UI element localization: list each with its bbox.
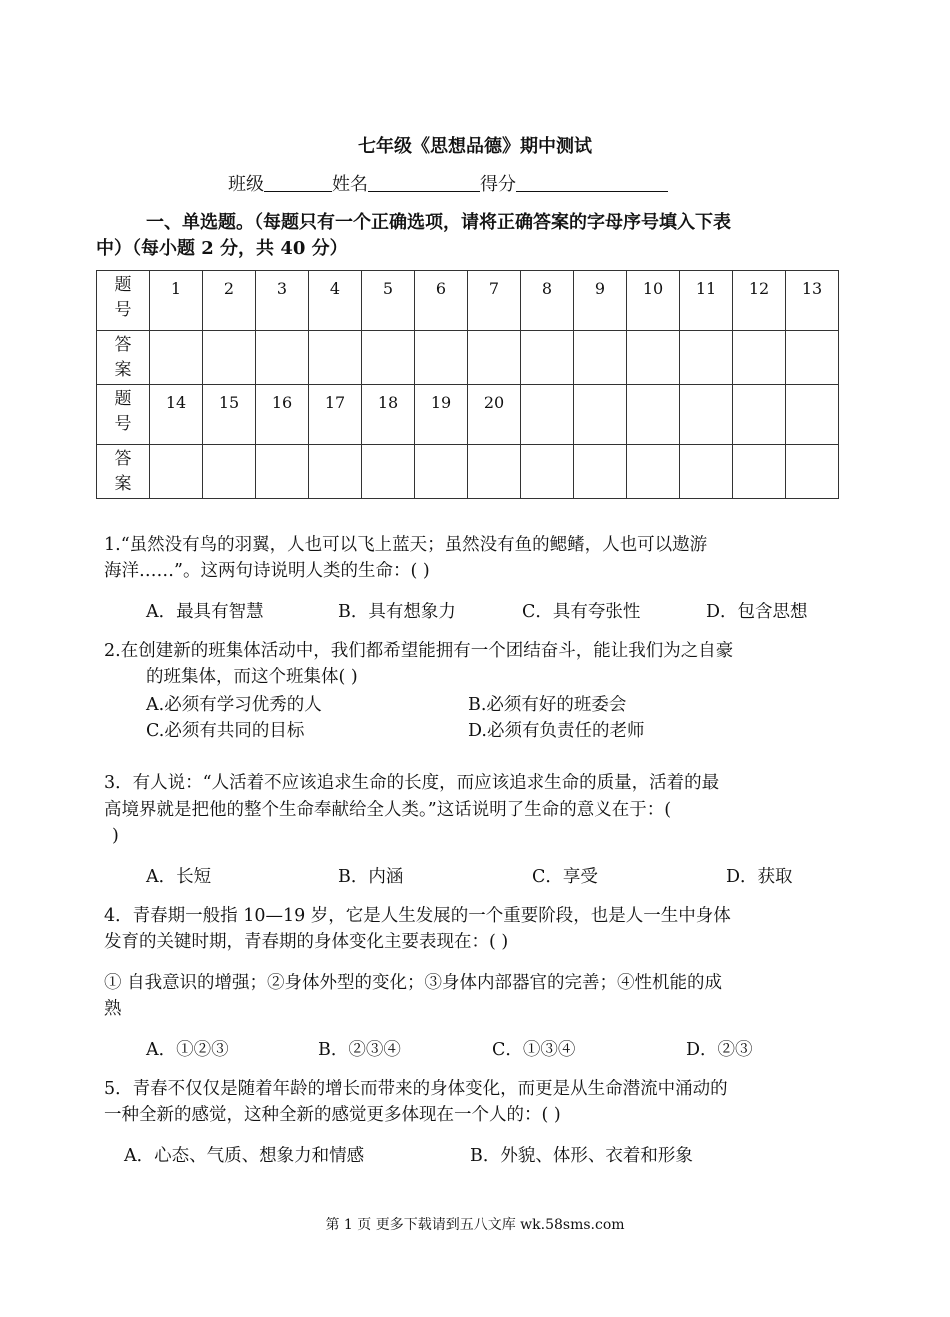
question-2-line2: 的班集体，而这个班集体( ) (146, 667, 358, 687)
answer-cell[interactable] (680, 331, 733, 385)
class-blank (264, 173, 332, 192)
number-cell: 5 (362, 271, 415, 331)
number-cell: 11 (680, 271, 733, 331)
number-cell: 9 (574, 271, 627, 331)
question-3-line2: 高境界就是把他的整个生命奉献给全人类。”这话说明了生命的意义在于：( (104, 800, 672, 820)
q3-option-a: A．长短 (146, 867, 212, 887)
number-cell (733, 385, 786, 445)
table-row (97, 271, 839, 331)
question-3-line1: 3．有人说：“人活着不应该追求生命的长度，而应该追求生命的质量，活着的最 (104, 773, 720, 793)
number-cell: 14 (150, 385, 203, 445)
number-cell: 4 (309, 271, 362, 331)
table-row (97, 445, 839, 499)
answer-cell[interactable] (574, 331, 627, 385)
q2-option-c: C.必须有共同的目标 (146, 721, 305, 741)
answer-cell[interactable] (521, 445, 574, 499)
answer-cell[interactable] (256, 445, 309, 499)
section-heading-line2: 中）（每小题 2 分，共 40 分） (96, 238, 348, 259)
answer-cell[interactable] (203, 331, 256, 385)
section-heading-line1: 一、单选题。（每题只有一个正确选项，请将正确答案的字母序号填入下表 (146, 212, 731, 233)
question-1-line2: 海洋……”。这两句诗说明人类的生命：( ) (104, 561, 430, 581)
q3-option-b: B．内涵 (338, 867, 404, 887)
answer-cell[interactable] (415, 445, 468, 499)
answer-cell[interactable] (362, 445, 415, 499)
q2-option-d: D.必须有负责任的老师 (468, 721, 645, 741)
number-cell: 16 (256, 385, 309, 445)
number-cell: 1 (150, 271, 203, 331)
question-1-line1: 1.“虽然没有鸟的羽翼，人也可以飞上蓝天；虽然没有鱼的鳃鳍，人也可以遨游 (104, 535, 708, 555)
q3-option-d: D．获取 (726, 867, 793, 887)
answer-cell[interactable] (203, 445, 256, 499)
number-cell: 18 (362, 385, 415, 445)
section-heading (96, 210, 834, 262)
answer-table (96, 270, 839, 499)
number-cell (521, 385, 574, 445)
label-cell: 题 号 (97, 271, 150, 331)
number-cell: 2 (203, 271, 256, 331)
number-cell (786, 385, 839, 445)
page-footer: 第 1 页 更多下载请到五八文库 wk.58sms.com (325, 1217, 625, 1233)
question-4-line3: ① 自我意识的增强；②身体外型的变化；③身体内部器官的完善；④性机能的成 (104, 973, 723, 993)
label-cell: 答 案 (97, 331, 150, 385)
number-cell (574, 385, 627, 445)
answer-cell[interactable] (786, 331, 839, 385)
q1-option-b: B．具有想象力 (338, 602, 456, 622)
answer-cell[interactable] (415, 331, 468, 385)
score-label: 得分 (480, 174, 516, 195)
answer-cell[interactable] (256, 331, 309, 385)
number-cell: 17 (309, 385, 362, 445)
table-row (97, 385, 839, 445)
answer-cell[interactable] (680, 445, 733, 499)
answer-cell[interactable] (521, 331, 574, 385)
number-cell: 12 (733, 271, 786, 331)
name-label: 姓名 (332, 174, 368, 195)
number-cell: 6 (415, 271, 468, 331)
answer-cell[interactable] (309, 331, 362, 385)
number-cell: 19 (415, 385, 468, 445)
answer-cell[interactable] (309, 445, 362, 499)
answer-cell[interactable] (468, 331, 521, 385)
answer-cell[interactable] (627, 331, 680, 385)
number-cell (680, 385, 733, 445)
q2-option-a: A.必须有学习优秀的人 (146, 695, 322, 715)
answer-cell[interactable] (733, 331, 786, 385)
number-cell: 3 (256, 271, 309, 331)
name-blank (368, 173, 480, 192)
answer-cell[interactable] (574, 445, 627, 499)
question-3-line3: ) (112, 826, 119, 846)
q4-option-a: A．①②③ (146, 1040, 229, 1060)
question-5-line1: 5．青春不仅仅是随着年龄的增长而带来的身体变化，而更是从生命潜流中涌动的 (104, 1079, 728, 1099)
q1-option-a: A．最具有智慧 (146, 602, 264, 622)
score-blank (516, 173, 668, 192)
answer-cell[interactable] (627, 445, 680, 499)
q3-option-c: C．享受 (532, 867, 598, 887)
number-cell (627, 385, 680, 445)
label-cell: 题 号 (97, 385, 150, 445)
question-2-line1: 2.在创建新的班集体活动中，我们都希望能拥有一个团结奋斗，能让我们为之自豪 (104, 641, 734, 661)
number-cell: 7 (468, 271, 521, 331)
q5-option-b: B．外貌、体形、衣着和形象 (470, 1146, 693, 1166)
q4-option-b: B．②③④ (318, 1040, 401, 1060)
student-info-line (228, 170, 668, 196)
number-cell: 15 (203, 385, 256, 445)
answer-cell[interactable] (150, 331, 203, 385)
q4-option-d: D．②③ (686, 1040, 753, 1060)
q2-option-b: B.必须有好的班委会 (468, 695, 627, 715)
answer-cell[interactable] (468, 445, 521, 499)
answer-cell[interactable] (733, 445, 786, 499)
answer-cell[interactable] (786, 445, 839, 499)
q5-option-a: A．心态、气质、想象力和情感 (124, 1146, 365, 1166)
answer-cell[interactable] (362, 331, 415, 385)
number-cell: 10 (627, 271, 680, 331)
page-title: 七年级《思想品德》期中测试 (358, 136, 592, 157)
question-4-line4: 熟 (104, 999, 122, 1019)
number-cell: 20 (468, 385, 521, 445)
class-label: 班级 (228, 174, 264, 195)
question-4-line2: 发育的关键时期，青春期的身体变化主要表现在：( ) (104, 932, 509, 952)
label-cell: 答 案 (97, 445, 150, 499)
number-cell: 13 (786, 271, 839, 331)
number-cell: 8 (521, 271, 574, 331)
question-4-line1: 4．青春期一般指 10—19 岁，它是人生发展的一个重要阶段，也是人一生中身体 (104, 906, 731, 926)
question-5-line2: 一种全新的感觉，这种全新的感觉更多体现在一个人的：( ) (104, 1105, 561, 1125)
q1-option-d: D．包含思想 (706, 602, 808, 622)
q1-option-c: C．具有夸张性 (522, 602, 641, 622)
answer-cell[interactable] (150, 445, 203, 499)
q4-option-c: C．①③④ (492, 1040, 576, 1060)
table-row (97, 331, 839, 385)
